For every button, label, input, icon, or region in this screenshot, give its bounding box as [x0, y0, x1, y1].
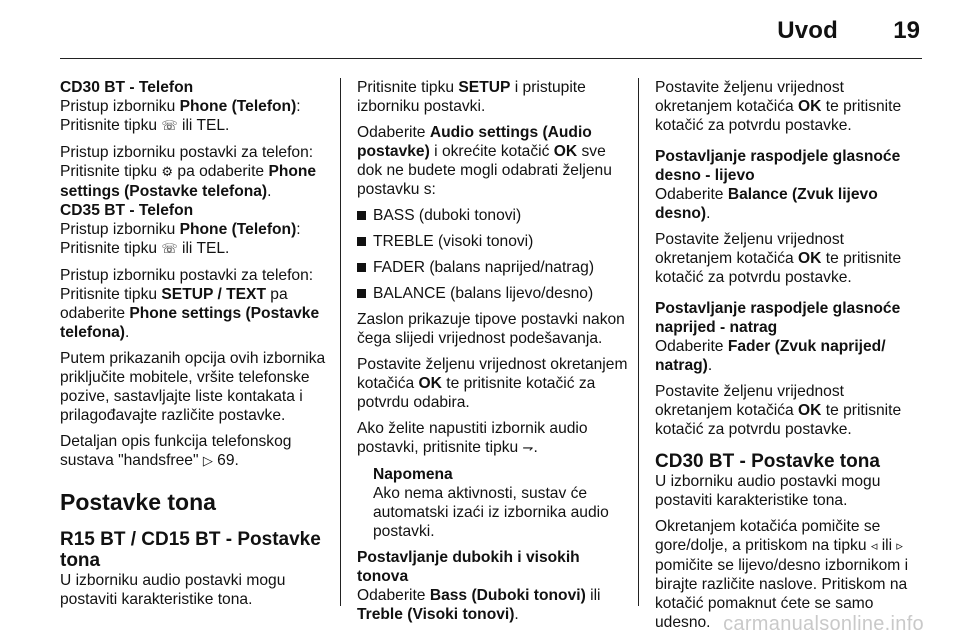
text: Odaberite	[655, 338, 728, 355]
menu-name: Balance (Zvuk lijevo desno)	[655, 186, 878, 222]
text: .	[124, 324, 130, 341]
page-header	[60, 0, 922, 58]
text: ili TEL.	[177, 240, 230, 257]
text: Pritisnite tipku	[60, 117, 162, 134]
column-divider-2	[638, 78, 639, 606]
text: .	[267, 183, 272, 200]
paragraph	[60, 220, 332, 259]
text: .	[706, 205, 711, 222]
text: Odaberite	[357, 124, 430, 141]
text: Pristup izborniku	[60, 98, 180, 115]
list-item: TREBLE (visoki tonovi)	[357, 232, 629, 251]
column-2	[357, 78, 629, 631]
paragraph: U izborniku audio postavki mogu postaviti karakteristike tona.	[655, 473, 881, 509]
section-heading: Postavljanje dubokih i visokih tonova	[357, 549, 580, 585]
paragraph	[655, 230, 923, 287]
list-item: BASS (duboki tonovi)	[357, 206, 629, 225]
phone-icon: ☏	[161, 119, 178, 134]
left-arrow-icon: ◃	[870, 539, 878, 554]
page-title: Uvod	[777, 17, 838, 44]
paragraph	[60, 432, 332, 471]
text: te pritisnite kotačić za potvrdu postavke.	[655, 402, 902, 438]
text: Ako želite napustiti izbornik audio postavki, pritisnite tipku	[357, 420, 588, 456]
menu-name: Phone (Telefon)	[179, 221, 297, 238]
text: Pritisnite tipku	[60, 240, 162, 257]
text: sve dok ne budete mogli odabrati željenu postavku s:	[357, 143, 612, 198]
text: .	[533, 439, 538, 456]
text: Pristup izborniku	[60, 221, 180, 238]
text: i pristupite izborniku postavki.	[357, 79, 586, 115]
paragraph	[357, 419, 629, 458]
paragraph	[655, 382, 923, 439]
paragraph: U izborniku audio postavki mogu postaviti karakteristike tona.	[60, 572, 286, 608]
menu-name: Phone (Telefon)	[179, 98, 297, 115]
section-heading: Postavljanje raspodjele glasnoće naprijed - natrag	[655, 300, 901, 336]
text: te pritisnite kotačić za potvrdu postavke.	[655, 98, 902, 134]
paragraph	[357, 355, 629, 412]
paragraph	[357, 586, 629, 624]
button-name: OK	[553, 143, 578, 160]
menu-name: Phone settings (Postavke telefona)	[60, 305, 320, 341]
text: pa odaberite	[60, 286, 288, 322]
section-heading: Postavljanje raspodjele glasnoće desno - lijevo	[655, 148, 901, 184]
text: ili	[585, 587, 601, 604]
watermark: carmanualsonline.info	[723, 613, 924, 635]
note-text: Ako nema aktivnosti, sustav će automatski izaći iz izbornika audio postavki.	[373, 485, 609, 540]
button-name: OK	[798, 402, 822, 419]
text: Postavite željenu vrijednost okretanjem kotačića	[655, 231, 844, 267]
button-name: SETUP	[458, 79, 511, 96]
text: ili	[877, 537, 897, 554]
paragraph	[60, 143, 332, 201]
paragraph	[655, 337, 923, 375]
text: te pritisnite kotačić za potvrdu odabira.	[357, 375, 596, 411]
text: ili TEL.	[177, 117, 230, 134]
paragraph	[357, 78, 629, 116]
text: te pritisnite kotačić za potvrdu postavke.	[655, 250, 902, 286]
text: pa odaberite	[173, 163, 269, 180]
text: Pritisnite tipku	[357, 79, 459, 96]
page-number: 19	[893, 17, 920, 44]
menu-name: Treble (Visoki tonovi)	[357, 606, 515, 623]
menu-name: Phone settings (Postavke telefona)	[60, 163, 317, 200]
chapter-heading: Postavke tona	[60, 489, 216, 515]
note-heading: Napomena	[373, 466, 453, 483]
reference-arrow-icon: ▷	[202, 454, 213, 469]
button-name: SETUP / TEXT	[161, 286, 266, 303]
phone-settings-icon: ⚙	[161, 165, 174, 180]
text: Postavite željenu vrijednost okretanjem kotačića	[357, 356, 628, 392]
column-divider-1	[340, 78, 341, 606]
note-box	[357, 465, 629, 541]
paragraph	[60, 97, 332, 136]
paragraph	[357, 123, 629, 199]
text: Pristup izborniku postavki za telefon: Pritisnite tipku	[60, 267, 314, 303]
text: Okretanjem kotačića pomičite se gore/dolje, a pritiskom na tipku	[655, 518, 881, 554]
text: i okrećite kotačić	[429, 143, 554, 160]
paragraph	[655, 78, 923, 135]
right-arrow-icon: ▹	[896, 539, 903, 554]
list-item: BALANCE (balans lijevo/desno)	[357, 284, 629, 303]
menu-name: Audio settings (Audio postavke)	[357, 124, 592, 160]
button-name: OK	[798, 98, 822, 115]
settings-list	[357, 206, 629, 303]
back-icon: ⇁	[522, 441, 534, 456]
subsection-heading: CD30 BT - Postavke tona	[655, 451, 880, 472]
text: :	[296, 221, 301, 238]
text: Odaberite	[357, 587, 430, 604]
menu-name: Fader (Zvuk naprijed/ natrag)	[655, 338, 886, 374]
column-1	[60, 78, 332, 616]
text: .	[514, 606, 519, 623]
menu-name: Bass (Duboki tonovi)	[429, 587, 586, 604]
section-heading: CD30 BT - Telefon	[60, 79, 194, 96]
phone-icon: ☏	[161, 242, 178, 257]
text: Detaljan opis funkcija telefonskog sustava "handsfree"	[60, 433, 292, 469]
text: .	[707, 357, 713, 374]
button-name: OK	[798, 250, 822, 267]
column-3	[655, 78, 923, 639]
subsection-heading: R15 BT / CD15 BT - Postavke tona	[60, 529, 321, 571]
section-heading: CD35 BT - Telefon	[60, 202, 194, 219]
page-reference: 69.	[212, 452, 239, 469]
button-name: OK	[418, 375, 442, 392]
paragraph	[655, 185, 923, 223]
text: Pristup izborniku postavki za telefon: Pritisnite tipku	[60, 144, 314, 180]
paragraph: Zaslon prikazuje tipove postavki nakon čega slijedi vrijednost podešavanja.	[357, 311, 625, 347]
header-divider	[60, 58, 922, 59]
text: :	[296, 98, 301, 115]
text: pomičite se lijevo/desno izbornikom i birajte različite naslove. Pritiskom na kotačić pomaknut ćete se samo udesno.	[655, 557, 909, 631]
text: Postavite željenu vrijednost okretanjem kotačića	[655, 383, 844, 419]
text: Odaberite	[655, 186, 728, 203]
list-item: FADER (balans naprijed/natrag)	[357, 258, 629, 277]
text: Postavite željenu vrijednost okretanjem kotačića	[655, 79, 844, 115]
paragraph: Putem prikazanih opcija ovih izbornika priključite mobitele, vršite telefonske pozive, sastavljajte liste kontakata i prilagođavajte različite postavke.	[60, 350, 326, 424]
paragraph	[60, 266, 332, 342]
